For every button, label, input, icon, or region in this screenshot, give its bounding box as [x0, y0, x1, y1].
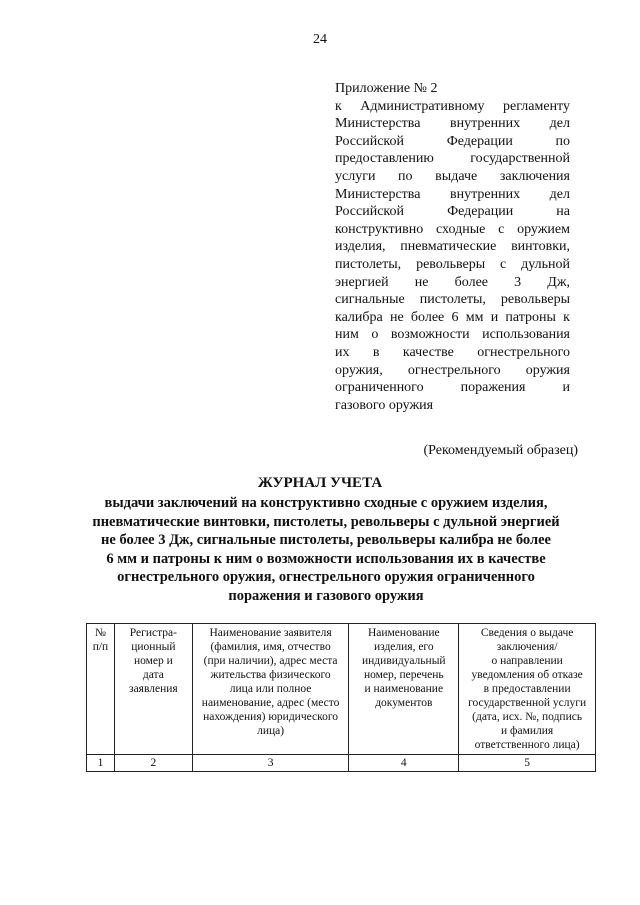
- header-number: № п/п: [87, 624, 115, 755]
- table-row: [87, 755, 596, 772]
- column-number-cell: 2: [114, 755, 192, 772]
- appendix-line: энергией не более 3 Дж,: [335, 274, 570, 290]
- journal-subtitle-line: выдачи заключений на конструктивно сходные с оружием изделия,: [104, 495, 548, 511]
- appendix-line: калибра не более 6 мм и патроны к: [335, 309, 570, 325]
- appendix-line: оружия, огнестрельного оружия: [335, 362, 570, 378]
- header-conclusion: Сведения о выдаче заключения/ о направлении уведомления об отказе в предоставлении государственной услуги (дата, исх. №, подпись и фамилия ответственного лица): [459, 624, 596, 755]
- appendix-line: услуги по выдаче заключения: [335, 168, 570, 184]
- appendix-line: к Административному регламенту: [335, 98, 570, 114]
- column-number-cell: 5: [459, 755, 596, 772]
- journal-table: [86, 623, 596, 772]
- appendix-line: Российской Федерации на: [335, 204, 570, 220]
- page-number: 24: [313, 32, 327, 47]
- appendix-line: Министерства внутренних дел: [335, 186, 570, 202]
- appendix-line: ограниченного поражения и: [335, 380, 570, 396]
- journal-subtitle-line: огнестрельного оружия, огнестрельного оружия ограниченного: [117, 569, 535, 585]
- appendix-line: пистолеты, револьверы с дульной: [335, 256, 570, 272]
- appendix-line: конструктивно сходные с оружием: [335, 221, 570, 237]
- column-number-cell: 1: [87, 755, 115, 772]
- journal-subtitle-line: пневматические винтовки, пистолеты, револьверы с дульной энергией: [92, 513, 560, 530]
- header-item: Наименование изделия, его индивидуальный номер, перечень и наименование документов: [349, 624, 459, 755]
- journal-subtitle-line: не более 3 Дж, сигнальные пистолеты, револьверы калибра не более: [101, 532, 551, 548]
- appendix-line: Приложение № 2: [335, 81, 438, 96]
- column-number-cell: 4: [349, 755, 459, 772]
- header-applicant: Наименование заявителя (фамилия, имя, отчество (при наличии), адрес места жительства физического лица или полное наименование, адрес (место нахождения) юридического лица): [192, 624, 349, 755]
- journal-title: ЖУРНАЛ УЧЕТА: [257, 475, 383, 491]
- journal-subtitle: [80, 494, 572, 605]
- appendix-line: Российской Федерации по: [335, 133, 570, 149]
- appendix-line: Министерства внутренних дел: [335, 116, 570, 132]
- sample-note: (Рекомендуемый образец): [423, 443, 578, 458]
- appendix-line: сигнальные пистолеты, револьверы: [335, 292, 570, 308]
- appendix-line: предоставлению государственной: [335, 151, 570, 167]
- column-number-cell: 3: [192, 755, 349, 772]
- header-registration: Регистра- ционный номер и дата заявления: [114, 624, 192, 755]
- journal-subtitle-line: поражения и газового оружия: [228, 587, 424, 604]
- appendix-block: [335, 80, 570, 414]
- appendix-line: ним о возможности использования: [335, 327, 570, 343]
- appendix-line: их в качестве огнестрельного: [335, 344, 570, 360]
- journal-subtitle-line: 6 мм и патроны к ним о возможности использования их в качестве: [106, 550, 546, 567]
- table-header-row: [87, 624, 596, 755]
- appendix-line: газового оружия: [335, 397, 434, 413]
- appendix-line: изделия, пневматические винтовки,: [335, 239, 570, 255]
